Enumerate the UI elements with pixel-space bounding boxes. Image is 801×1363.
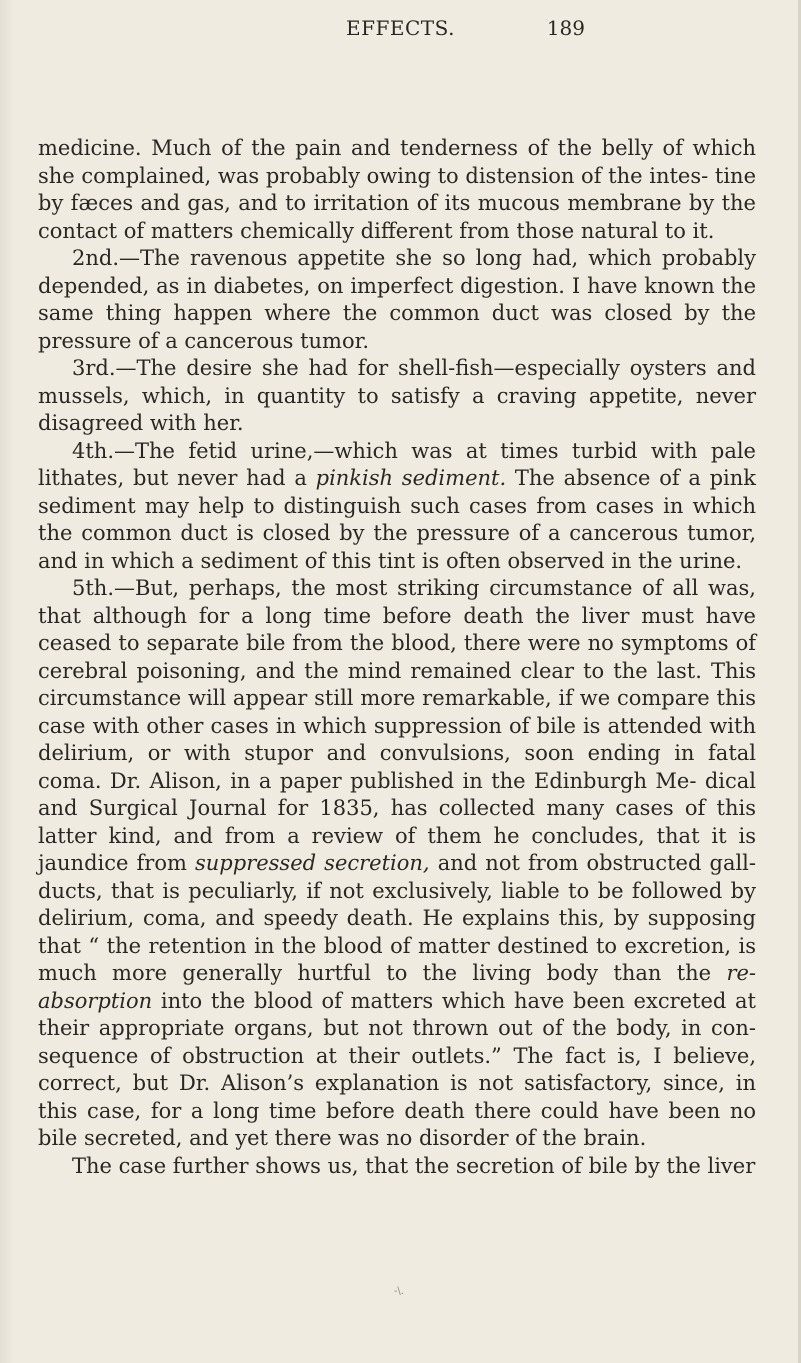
text-run: 4th.—The fetid urine,—which was at times turbid with pale lithates, but never had a (38, 438, 756, 490)
paragraph-third-point: 3rd.—The desire she had for shell-fish—especially oysters and mussels, which, in quantity to satisfy a craving appetite, never disagreed with her. (38, 356, 756, 435)
stray-print-mark: -\. (394, 1286, 404, 1297)
text-run: and not from obstructed gall- ducts, that is peculiarly, if not exclusively, liable to be followed by delirium, coma, and speedy death. He explains this, by supposing that “ the retention in the blood of matter destined to excretion, is much more generally hurtful to the living body than the (38, 851, 756, 985)
text-run: 5th.—But, perhaps, the most striking circumstance of all was, that although for a long time before death the liver must have ceased to separate bile from the blood, there were no symptoms of cerebral poisoning, and the mind remained clear to the last. This circumstance will appear still more remarkable, if we compare this case with other cases in which suppression of bile is attended with delirium, or with stupor and convulsions, soon ending in fatal coma. Dr. Alison, in a paper published in the Edinburgh Me- dical and Surgical Journal for 1835, has collected many cases of this latter kind, and from a review of them he concludes, that it is jaundice from (38, 576, 756, 875)
paragraph-fourth-point (38, 438, 756, 576)
running-head: EFFECTS. (346, 16, 455, 40)
page-header (0, 12, 801, 42)
italic-phrase: pinkish sediment. (315, 466, 507, 490)
paragraph-continued: medicine. Much of the pain and tenderness of the belly of which she complained, was probably owing to distension of the intes- tine by fæces and gas, and to irritation of its mucous membrane by the contact of matters chemically different from those natural to it. (38, 136, 756, 243)
body-text (38, 135, 756, 1180)
italic-phrase: re- absorption (38, 961, 756, 1013)
paragraph-case-shows: The case further shows us, that the secretion of bile by the liver (72, 1153, 756, 1178)
text-run: into the blood of matters which have been excreted at their appropriate organs, but not thrown out of the body, in con- sequence of obstruction at their outlets.” The fact is, I believe, correct, but Dr. Alison’s explanation is not satisfactory, since, in this case, for a long time before death there could have been no bile secreted, and yet there was no disorder of the brain. (38, 988, 756, 1150)
page-number: 189 (546, 16, 585, 40)
paragraph-fifth-point (38, 575, 756, 1153)
paragraph-second-point: 2nd.—The ravenous appetite she so long had, which probably depended, as in diabetes, on imperfect digestion. I have known the same thing happen where the common duct was closed by the pressure of a cancerous tumor. (38, 246, 756, 353)
text-run: The absence of a pink sediment may help to distinguish such cases from cases in which the common duct is closed by the pressure of a cancerous tumor, and in which a sediment of this tint is often observed in the urine. (38, 466, 757, 573)
italic-phrase: suppressed secretion, (195, 851, 430, 875)
